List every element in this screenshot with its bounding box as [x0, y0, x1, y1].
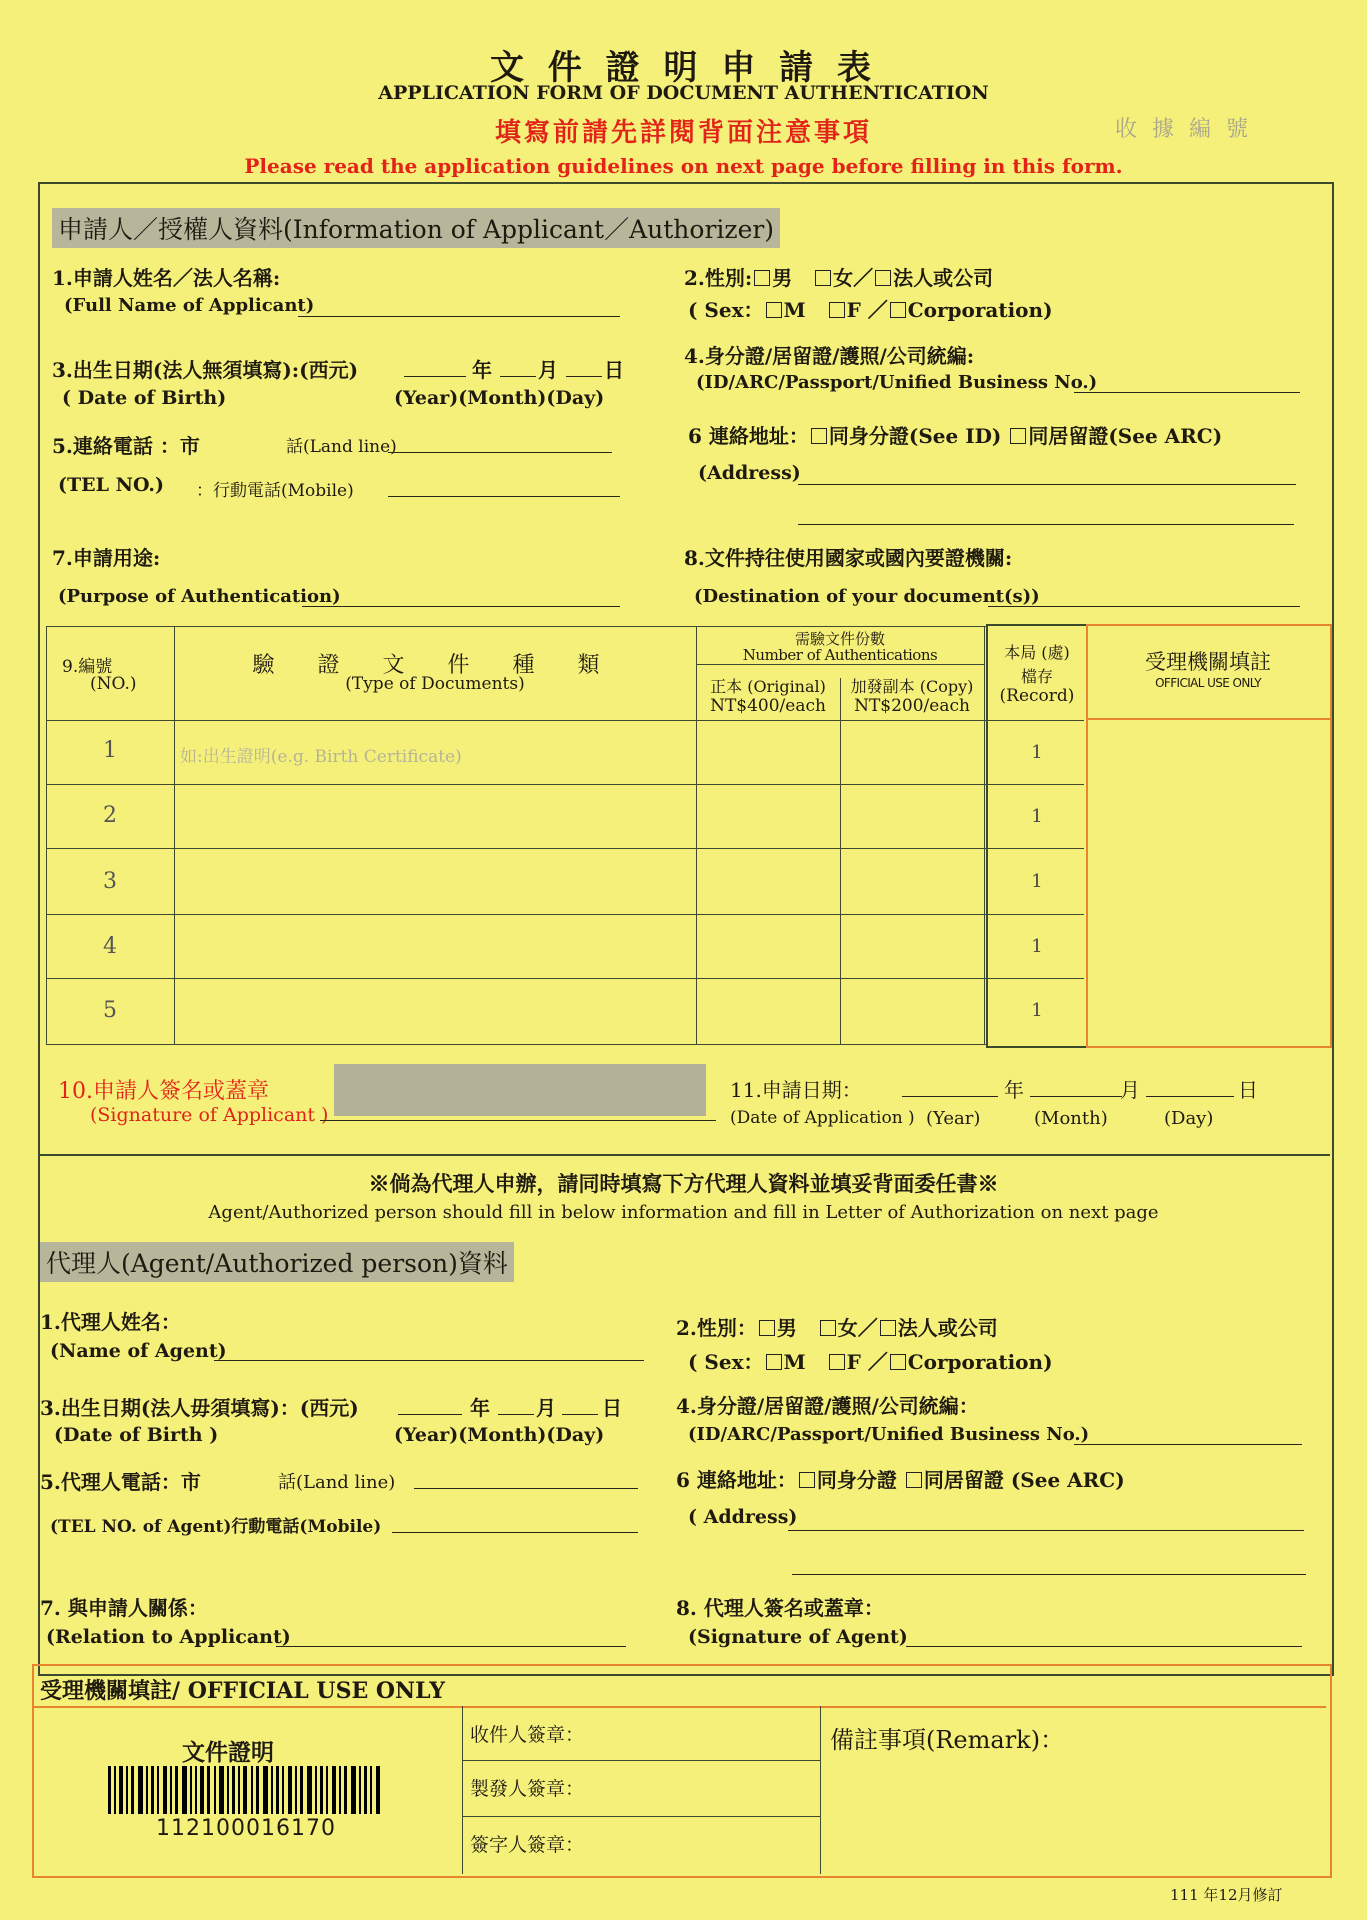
col-number-header-en: Number of Authentications — [742, 646, 938, 664]
agent-id-label-en: (ID/ARC/Passport/Unified Business No.) — [688, 1424, 1090, 1445]
official-use-title: 受理機關填註/ OFFICIAL USE ONLY — [40, 1678, 445, 1704]
col-original-header: 正本 (Original) — [710, 677, 826, 696]
agent-sex-corporation-checkbox[interactable] — [890, 1354, 906, 1370]
agent-signature-field[interactable] — [906, 1646, 1302, 1647]
table-top-border — [46, 626, 988, 627]
col-original-price: NT$400/each — [710, 696, 826, 716]
applicant-landline-field[interactable] — [388, 452, 612, 453]
applicant-sex-female-checkbox[interactable] — [815, 270, 831, 286]
official-col-divider — [820, 1706, 821, 1874]
applicant-tel-label-en: (TEL NO.) — [58, 474, 164, 496]
agent-address-label: 6 連絡地址： — [676, 1468, 797, 1492]
agent-address-id-option: 同身分證 — [816, 1468, 897, 1492]
agent-dob-label: 3.出生日期(法人毋須填寫)：(西元) — [40, 1396, 359, 1420]
record-row-divider — [988, 914, 1084, 915]
col-official-header-en: OFFICIAL USE ONLY — [1155, 676, 1261, 690]
row-1-example-text: 如:出生證明(e.g. Birth Certificate) — [180, 747, 462, 767]
application-date-label: 11.申請日期： — [730, 1078, 862, 1102]
applicant-dob-label-en: ( Date of Birth) — [62, 387, 227, 409]
agent-dob-day-field[interactable] — [562, 1414, 598, 1415]
agent-id-field[interactable] — [1074, 1444, 1302, 1445]
application-date-day-label: 日 — [1238, 1078, 1258, 1102]
agent-address-field[interactable] — [788, 1530, 1304, 1531]
applicant-name-label-en: (Full Name of Applicant) — [64, 295, 315, 316]
row-4-record: 1 — [1031, 936, 1043, 957]
agent-dob-day-label: 日 — [602, 1396, 622, 1420]
dob-day-label: 日 — [604, 358, 624, 382]
signer-signature-label: 簽字人簽章： — [470, 1834, 585, 1856]
agent-sex-corp-label: 法人或公司 — [897, 1316, 998, 1340]
agent-mobile-field[interactable] — [392, 1532, 638, 1533]
table-left-border — [46, 626, 47, 1044]
official-sig-divider — [462, 1760, 820, 1761]
agent-name-label: 1.代理人姓名： — [40, 1310, 181, 1334]
applicant-sex-corp-checkbox[interactable] — [875, 270, 891, 286]
record-row-divider — [988, 784, 1084, 785]
applicant-mobile-field[interactable] — [388, 496, 620, 497]
applicant-address-label-en: (Address) — [698, 462, 801, 484]
notice-zh: 填寫前請先詳閱背面注意事項 — [494, 118, 872, 148]
table-row-divider — [46, 784, 988, 785]
agent-address-id-checkbox[interactable] — [799, 1472, 815, 1488]
agent-address-row — [676, 1464, 1125, 1493]
agent-dob-month-field[interactable] — [498, 1414, 534, 1415]
sex-corp-label: 法人或公司 — [893, 266, 994, 290]
col-number-header: 需驗文件份數 — [794, 630, 885, 648]
agent-address-arc-checkbox[interactable] — [906, 1472, 922, 1488]
agent-sex-female-checkbox[interactable] — [820, 1320, 836, 1336]
table-subheader-divider — [696, 664, 984, 665]
receipt-number-label: 收 據 編 號 — [1115, 117, 1252, 142]
destination-label-en: (Destination of your document(s)) — [694, 586, 1040, 607]
table-row-divider — [46, 978, 988, 979]
date-month-en: (Month) — [1034, 1108, 1108, 1129]
col-copy-price: NT$200/each — [854, 696, 970, 716]
sex-female-label: 女／ — [833, 266, 874, 290]
table-bottom-border — [46, 1044, 988, 1045]
col-official-header: 受理機關填註 — [1145, 650, 1271, 674]
agent-sex-label: 2.性別： — [676, 1316, 757, 1340]
application-date-month-field[interactable] — [1030, 1096, 1122, 1097]
col-record-header: 本局 (處) — [1004, 643, 1070, 662]
row-2-record: 1 — [1031, 806, 1043, 827]
agent-signature-label: 8. 代理人簽名或蓋章： — [676, 1596, 884, 1620]
applicant-dob-units: (Year)(Month)(Day) — [394, 387, 605, 409]
destination-label: 8.文件持往使用國家或國內要證機關: — [684, 546, 1013, 570]
relation-field[interactable] — [276, 1646, 626, 1647]
applicant-address-field-2[interactable] — [798, 524, 1294, 525]
agent-dob-label-en: (Date of Birth ) — [54, 1424, 219, 1446]
agent-signature-label-en: (Signature of Agent) — [688, 1626, 908, 1648]
purpose-label: 7.申請用途: — [52, 546, 161, 570]
date-day-en: (Day) — [1164, 1108, 1214, 1129]
agent-address-label-en: ( Address) — [688, 1506, 798, 1528]
application-date-year-field[interactable] — [902, 1096, 998, 1097]
col-no-header: 9.編號 — [62, 657, 113, 677]
record-header-divider — [988, 720, 1084, 721]
table-row-divider — [46, 848, 988, 849]
official-title-divider — [34, 1706, 1326, 1708]
agent-section-title: 代理人(Agent/Authorized person)資料 — [40, 1242, 514, 1282]
applicant-sex-row-en — [688, 294, 1053, 323]
agent-mobile-label: (TEL NO. of Agent)行動電話(Mobile) — [50, 1517, 382, 1537]
remark-label: 備註事項(Remark)： — [830, 1726, 1065, 1754]
application-date-day-field[interactable] — [1146, 1096, 1234, 1097]
applicant-mobile-label: ：行動電話(Mobile) — [196, 481, 354, 501]
address-id-option: 同身分證(See ID) — [828, 424, 1002, 448]
table-col-divider — [984, 626, 985, 1044]
applicant-address-arc-checkbox[interactable] — [1010, 428, 1026, 444]
applicant-sex-row — [684, 262, 993, 291]
form-title-en: APPLICATION FORM OF DOCUMENT AUTHENTICATION — [378, 82, 989, 104]
applicant-id-field[interactable] — [1074, 392, 1300, 393]
table-header-bottom — [46, 720, 988, 721]
form-title: 文 件 證 明 申 請 表 — [489, 48, 878, 88]
agent-notice-en: Agent/Authorized person should fill in below information and fill in Letter of Authorization on next page — [208, 1202, 1159, 1223]
agent-sex-corp-checkbox[interactable] — [880, 1320, 896, 1336]
agent-sex-male-label: 男 — [776, 1316, 797, 1340]
date-year-en: (Year) — [926, 1108, 981, 1129]
agent-sex-row-en — [688, 1346, 1053, 1375]
applicant-name-field[interactable] — [298, 316, 620, 317]
agent-dob-year-label: 年 — [470, 1396, 490, 1420]
row-5-type-field[interactable] — [180, 982, 692, 1040]
row-4-type-field[interactable] — [180, 918, 692, 976]
application-date-label-en: (Date of Application ) — [730, 1108, 915, 1128]
agent-name-label-en: (Name of Agent) — [50, 1340, 227, 1362]
col-record-header-2: 檔存 — [1020, 667, 1053, 686]
row-5-number: 5 — [103, 998, 117, 1023]
dob-month-label: 月 — [538, 358, 558, 382]
sex-male-label: 男 — [772, 266, 793, 290]
applicant-tel-label: 5.連絡電話 ：市 — [52, 434, 200, 458]
row-1-record: 1 — [1031, 742, 1043, 763]
sex-f-label: F ／ — [846, 298, 888, 322]
issuer-signature-label: 製發人簽章： — [470, 1778, 585, 1800]
applicant-section-title: 申請人／授權人資料(Information of Applicant／Authorizer) — [52, 208, 780, 248]
applicant-address-row — [688, 420, 1222, 449]
address-arc-option: 同居留證(See ARC) — [1028, 424, 1223, 448]
col-no-header-en: (NO.) — [90, 674, 137, 694]
applicant-sex-label: 2.性別: — [684, 266, 753, 290]
official-col-divider — [462, 1706, 463, 1874]
row-1-type-field[interactable] — [180, 724, 692, 782]
row-4-number: 4 — [103, 934, 117, 959]
agent-dob-year-field[interactable] — [398, 1414, 462, 1415]
relation-label: 7. 與申請人關係： — [40, 1596, 208, 1620]
table-row-divider — [46, 914, 988, 915]
applicant-address-field[interactable] — [798, 484, 1296, 485]
row-3-type-field[interactable] — [180, 852, 692, 910]
address-label: 6 連絡地址： — [688, 424, 809, 448]
applicant-address-id-checkbox[interactable] — [811, 428, 827, 444]
agent-dob-units: (Year)(Month)(Day) — [394, 1424, 605, 1446]
row-1-number: 1 — [103, 738, 117, 763]
agent-tel-label: 5.代理人電話：市 — [40, 1470, 201, 1494]
applicant-sex-f-checkbox[interactable] — [829, 302, 845, 318]
col-type-header-en: (Type of Documents) — [345, 674, 525, 694]
sex-m-label: M — [783, 298, 806, 322]
remark-field[interactable] — [830, 1760, 1320, 1868]
agent-sex-corporation-label: Corporation) — [907, 1350, 1053, 1374]
table-col-divider — [840, 678, 841, 1044]
application-date-year-label: 年 — [1004, 1078, 1024, 1102]
sex-corporation-label: Corporation) — [907, 298, 1053, 322]
agent-notice-zh: ※倘為代理人申辦，請同時填寫下方代理人資料並填妥背面委任書※ — [368, 1171, 999, 1196]
agent-name-field[interactable] — [214, 1360, 644, 1361]
dob-year-label: 年 — [472, 358, 492, 382]
agent-sex-m-label: M — [783, 1350, 806, 1374]
agent-sex-m-checkbox[interactable] — [766, 1354, 782, 1370]
agent-address-field-2[interactable] — [792, 1574, 1306, 1575]
row-3-record: 1 — [1031, 871, 1043, 892]
receiver-signature-label: 收件人簽章： — [470, 1724, 585, 1746]
applicant-dob-label: 3.出生日期(法人無須填寫):(西元) — [52, 358, 359, 382]
sex-en-label: ( Sex： — [688, 298, 764, 322]
official-sig-divider — [462, 1816, 820, 1817]
row-3-number: 3 — [103, 869, 117, 894]
row-5-record: 1 — [1031, 1000, 1043, 1021]
applicant-signature-label-en: (Signature of Applicant ) — [90, 1104, 329, 1126]
applicant-signature-field[interactable] — [334, 1064, 706, 1116]
agent-dob-month-label: 月 — [536, 1396, 556, 1420]
agent-sex-row — [676, 1312, 998, 1341]
destination-field[interactable] — [988, 606, 1300, 607]
record-row-divider — [988, 848, 1084, 849]
purpose-field[interactable] — [302, 606, 620, 607]
applicant-landline-label: 話(Land line) — [286, 437, 397, 457]
applicant-name-label: 1.申請人姓名／法人名稱: — [52, 266, 281, 290]
purpose-label-en: (Purpose of Authentication) — [58, 586, 341, 607]
col-record-header-en: (Record) — [999, 686, 1075, 706]
barcode-icon — [108, 1766, 384, 1814]
agent-sex-f-checkbox[interactable] — [829, 1354, 845, 1370]
agent-id-label: 4.身分證/居留證/護照/公司統編： — [676, 1394, 979, 1418]
row-2-number: 2 — [103, 803, 117, 828]
applicant-signature-label: 10.申請人簽名或蓋章 — [58, 1079, 269, 1104]
relation-label-en: (Relation to Applicant) — [46, 1626, 291, 1648]
revision-note: 111 年12月修訂 — [1170, 1886, 1283, 1904]
applicant-id-label: 4.身分證/居留證/護照/公司統編: — [684, 344, 975, 368]
row-2-type-field[interactable] — [180, 788, 692, 846]
agent-sex-male-checkbox[interactable] — [759, 1320, 775, 1336]
agent-sex-f-label: F ／ — [846, 1350, 888, 1374]
application-date-month-label: 月 — [1120, 1078, 1140, 1102]
col-copy-header: 加發副本 (Copy) — [850, 677, 974, 696]
applicant-sex-corporation-checkbox[interactable] — [890, 302, 906, 318]
applicant-id-label-en: (ID/ARC/Passport/Unified Business No.) — [696, 372, 1098, 393]
applicant-dob-month-field[interactable] — [500, 376, 536, 377]
applicant-sex-m-checkbox[interactable] — [766, 302, 782, 318]
applicant-dob-day-field[interactable] — [566, 376, 602, 377]
agent-landline-field[interactable] — [414, 1488, 638, 1489]
agent-address-arc-option: 同居留證 (See ARC) — [923, 1468, 1125, 1492]
official-header-divider — [1086, 718, 1330, 720]
barcode-number: 112100016170 — [156, 1816, 336, 1841]
col-type-header: 驗 證 文 件 種 類 — [252, 653, 618, 678]
agent-sex-female-label: 女／ — [837, 1316, 878, 1340]
official-doc-label: 文件證明 — [182, 1739, 274, 1766]
agent-sex-en-label: ( Sex： — [688, 1350, 764, 1374]
applicant-sex-male-checkbox[interactable] — [754, 270, 770, 286]
agent-section-divider — [38, 1154, 1330, 1156]
applicant-signature-line — [320, 1120, 716, 1121]
agent-landline-label: 話(Land line) — [278, 1472, 396, 1493]
applicant-dob-year-field[interactable] — [404, 376, 466, 377]
record-row-divider — [988, 978, 1084, 979]
notice-en: Please read the application guidelines on next page before filling in this form. — [244, 154, 1123, 178]
